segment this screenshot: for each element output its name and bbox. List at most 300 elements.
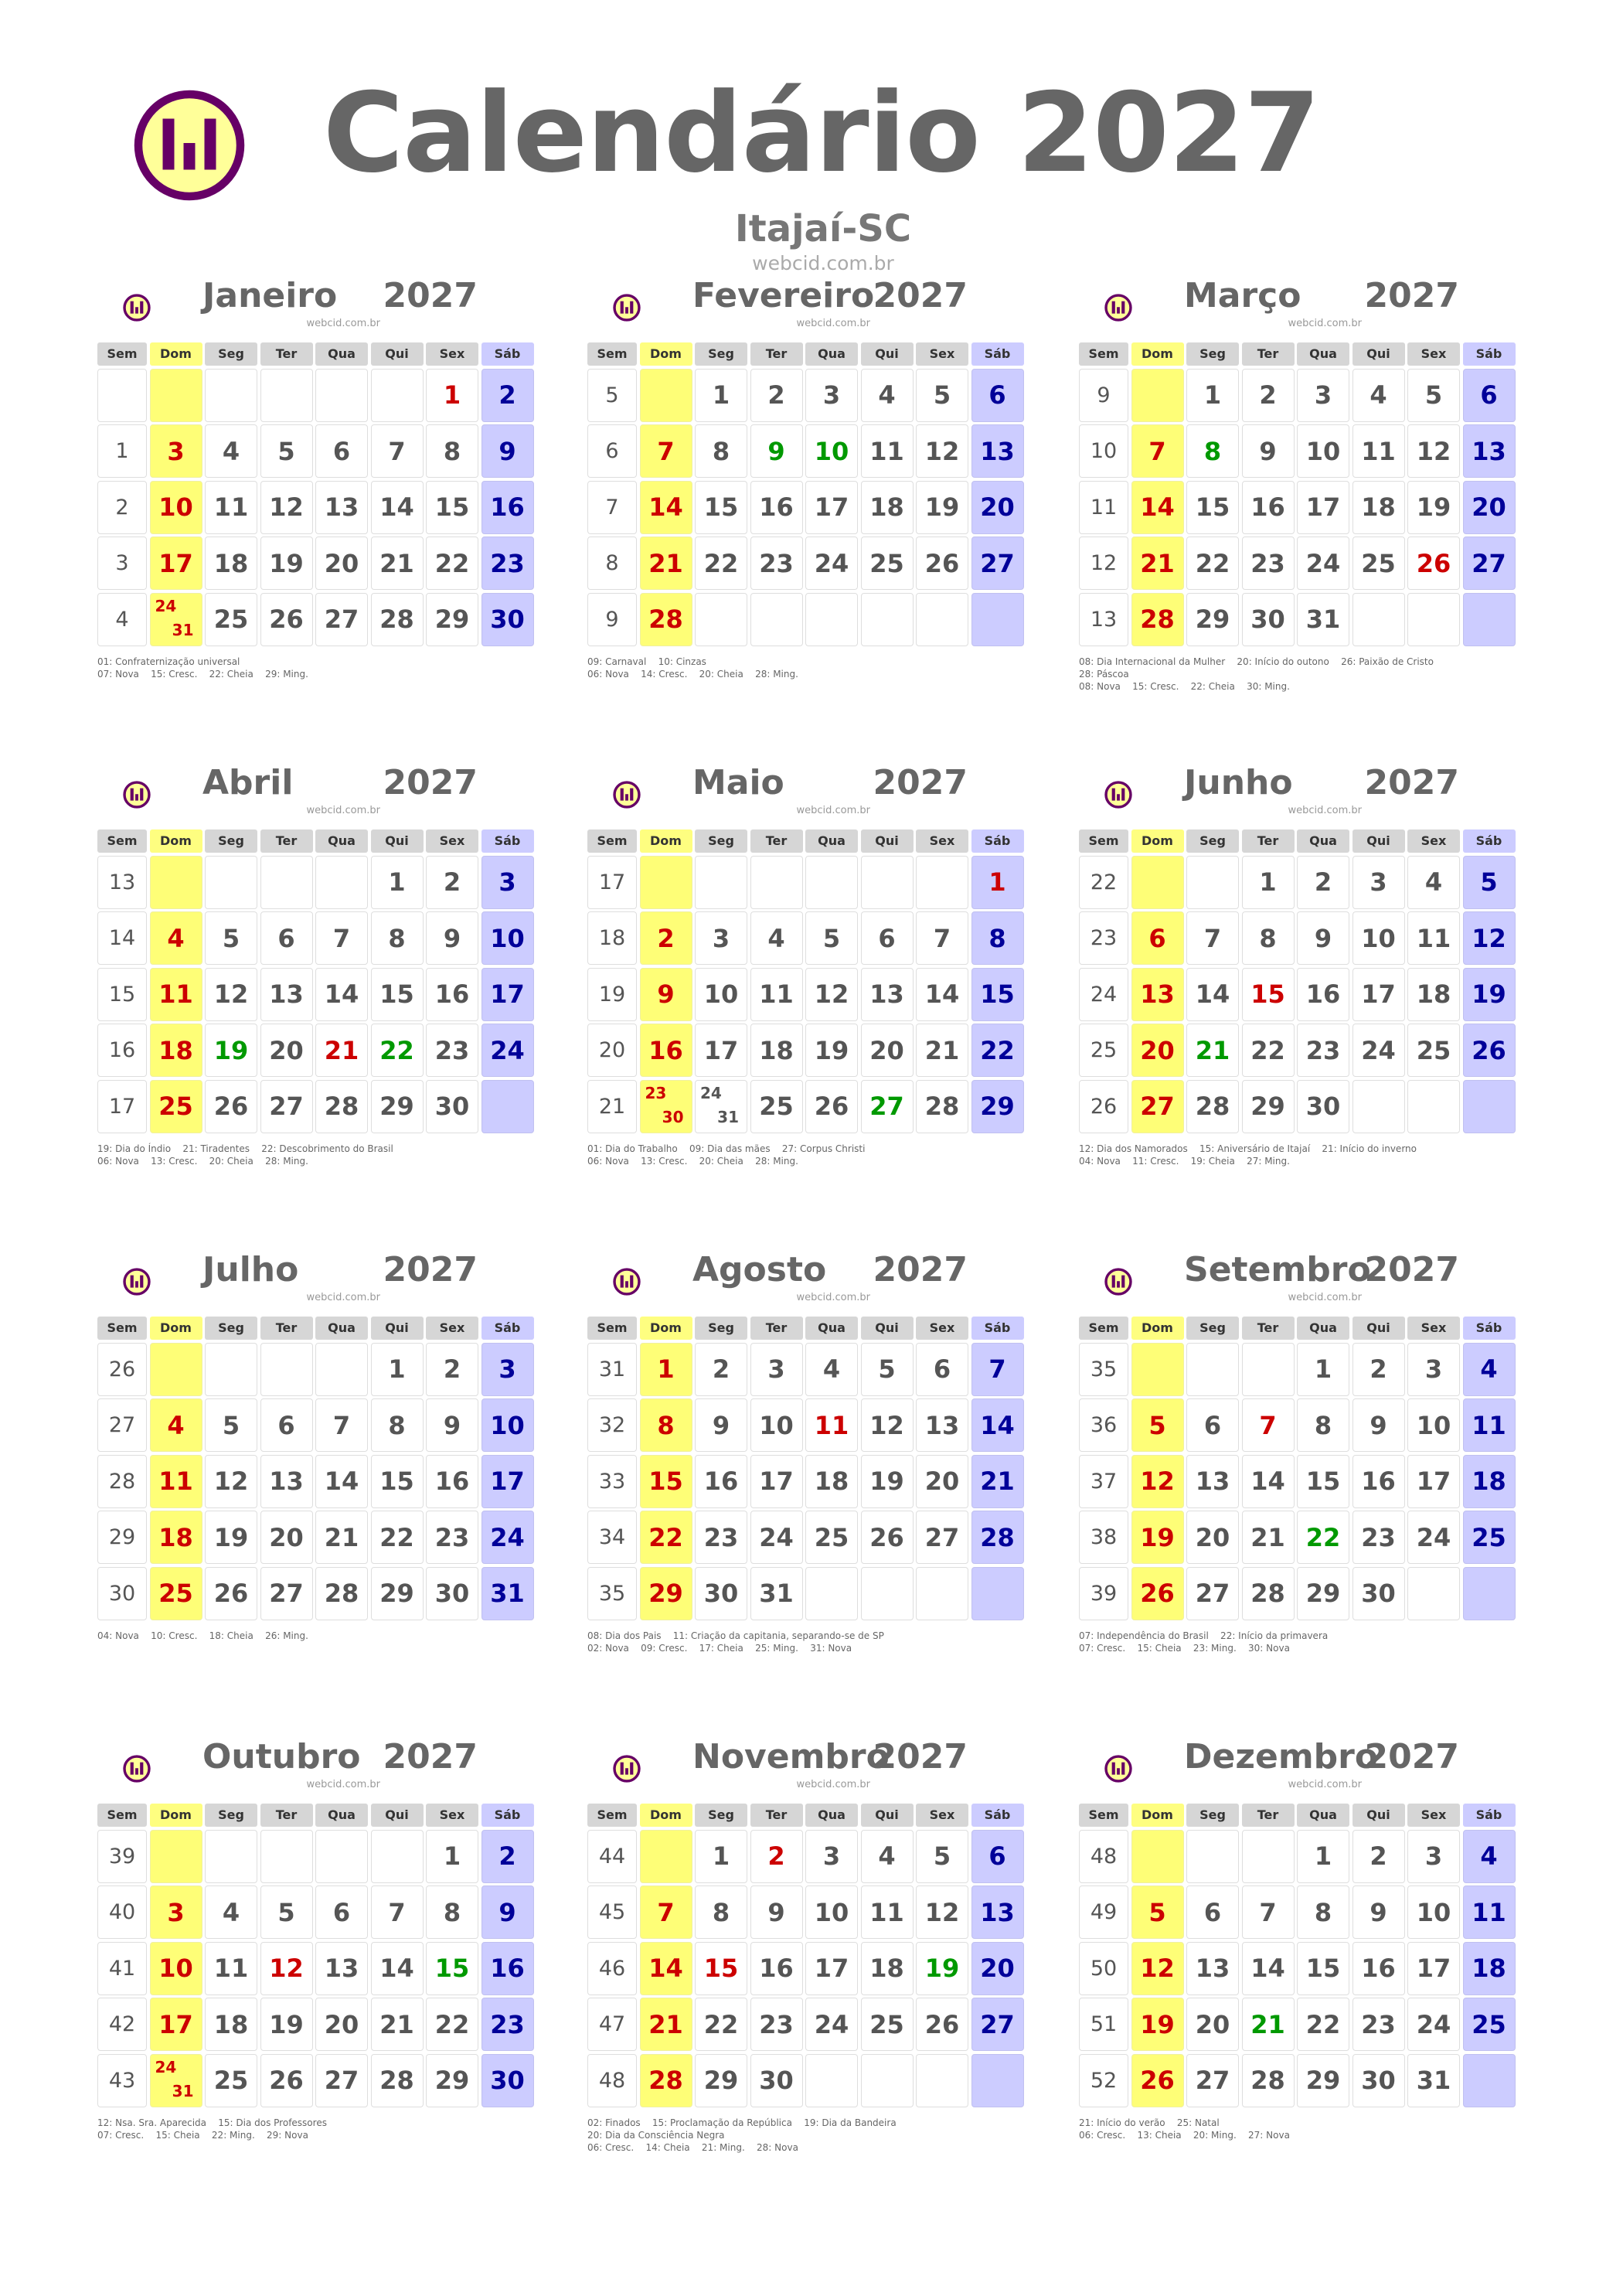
day-cell[interactable]: 23 <box>1242 537 1295 590</box>
day-cell[interactable]: 30 <box>750 2054 803 2107</box>
day-cell[interactable] <box>805 1567 858 1620</box>
day-cell[interactable]: 28 <box>315 1080 368 1133</box>
day-cell[interactable]: 10 <box>150 481 202 534</box>
day-cell[interactable]: 10 <box>1407 1398 1460 1452</box>
day-cell[interactable]: 1 <box>640 1343 692 1396</box>
day-cell[interactable] <box>205 1343 257 1396</box>
day-cell[interactable]: 2 <box>481 1830 534 1883</box>
day-cell[interactable]: 2 <box>695 1343 747 1396</box>
day-cell[interactable]: 31 <box>1407 2054 1460 2107</box>
day-cell[interactable]: 23 30 <box>640 1080 692 1133</box>
day-cell[interactable]: 19 <box>1131 1511 1184 1564</box>
day-cell[interactable]: 2 <box>426 856 478 909</box>
day-cell[interactable]: 26 <box>916 1998 968 2051</box>
day-cell[interactable]: 15 <box>1297 1455 1349 1508</box>
day-cell[interactable]: 26 <box>805 1080 858 1133</box>
day-cell[interactable]: 8 <box>971 911 1024 965</box>
day-cell[interactable]: 25 <box>205 593 257 646</box>
day-cell[interactable]: 19 <box>805 1024 858 1077</box>
day-cell[interactable]: 23 <box>1297 1024 1349 1077</box>
day-cell[interactable]: 9 <box>1297 911 1349 965</box>
day-cell[interactable]: 3 <box>481 856 534 909</box>
day-cell[interactable]: 15 <box>1242 968 1295 1021</box>
day-cell[interactable]: 29 <box>971 1080 1024 1133</box>
day-cell[interactable] <box>205 1830 257 1883</box>
day-cell[interactable]: 12 <box>861 1398 914 1452</box>
day-cell[interactable] <box>861 1567 914 1620</box>
day-cell[interactable]: 18 <box>1352 481 1405 534</box>
day-cell[interactable]: 15 <box>371 968 424 1021</box>
day-cell[interactable]: 28 <box>371 593 424 646</box>
day-cell[interactable]: 9 <box>1242 424 1295 478</box>
day-cell[interactable] <box>695 593 747 646</box>
day-cell[interactable]: 3 <box>805 369 858 422</box>
day-cell[interactable]: 19 <box>205 1511 257 1564</box>
day-cell[interactable]: 17 <box>1407 1455 1460 1508</box>
day-cell[interactable]: 25 <box>1463 1511 1516 1564</box>
day-cell[interactable] <box>1242 1830 1295 1883</box>
day-cell[interactable]: 14 <box>640 481 692 534</box>
day-cell[interactable]: 7 <box>1242 1398 1295 1452</box>
day-cell[interactable]: 4 <box>205 424 257 478</box>
day-cell[interactable]: 1 <box>971 856 1024 909</box>
day-cell[interactable]: 25 <box>1352 537 1405 590</box>
day-cell[interactable]: 16 <box>1297 968 1349 1021</box>
day-cell[interactable]: 29 <box>371 1080 424 1133</box>
day-cell[interactable]: 13 <box>315 1942 368 1995</box>
day-cell[interactable]: 14 <box>371 481 424 534</box>
day-cell[interactable]: 10 <box>805 424 858 478</box>
day-cell[interactable]: 27 <box>971 537 1024 590</box>
day-cell[interactable]: 8 <box>1242 911 1295 965</box>
day-cell[interactable]: 25 <box>750 1080 803 1133</box>
day-cell[interactable]: 9 <box>695 1398 747 1452</box>
day-cell[interactable]: 3 <box>1407 1343 1460 1396</box>
day-cell[interactable]: 21 <box>640 537 692 590</box>
day-cell[interactable] <box>1463 1080 1516 1133</box>
day-cell[interactable]: 12 <box>205 1455 257 1508</box>
day-cell[interactable]: 27 <box>1463 537 1516 590</box>
day-cell[interactable]: 28 <box>315 1567 368 1620</box>
day-cell[interactable]: 6 <box>971 1830 1024 1883</box>
day-cell[interactable]: 2 <box>426 1343 478 1396</box>
day-cell[interactable]: 29 <box>426 593 478 646</box>
day-cell[interactable]: 4 <box>1352 369 1405 422</box>
day-cell[interactable]: 12 <box>205 968 257 1021</box>
day-cell[interactable]: 10 <box>481 911 534 965</box>
day-cell[interactable] <box>150 856 202 909</box>
day-cell[interactable] <box>861 593 914 646</box>
day-cell[interactable]: 29 <box>640 1567 692 1620</box>
day-cell[interactable]: 16 <box>750 481 803 534</box>
day-cell[interactable]: 16 <box>640 1024 692 1077</box>
day-cell[interactable]: 25 <box>150 1080 202 1133</box>
day-cell[interactable] <box>805 2054 858 2107</box>
day-cell[interactable] <box>640 856 692 909</box>
day-cell[interactable]: 18 <box>1463 1455 1516 1508</box>
day-cell[interactable]: 27 <box>260 1080 313 1133</box>
day-cell[interactable] <box>750 593 803 646</box>
day-cell[interactable]: 4 <box>861 369 914 422</box>
day-cell[interactable]: 17 <box>805 481 858 534</box>
day-cell[interactable]: 19 <box>916 481 968 534</box>
day-cell[interactable]: 18 <box>861 481 914 534</box>
day-cell[interactable]: 28 <box>640 593 692 646</box>
day-cell[interactable]: 8 <box>1297 1886 1349 1939</box>
day-cell[interactable]: 7 <box>371 424 424 478</box>
day-cell[interactable]: 15 <box>1186 481 1239 534</box>
day-cell[interactable]: 17 <box>481 968 534 1021</box>
day-cell[interactable]: 13 <box>971 424 1024 478</box>
day-cell[interactable] <box>371 1830 424 1883</box>
day-cell[interactable]: 28 <box>1131 593 1184 646</box>
day-cell[interactable]: 27 <box>971 1998 1024 2051</box>
day-cell[interactable]: 27 <box>260 1567 313 1620</box>
day-cell[interactable]: 18 <box>150 1024 202 1077</box>
day-cell[interactable]: 6 <box>315 424 368 478</box>
day-cell[interactable] <box>1463 2054 1516 2107</box>
day-cell[interactable]: 22 <box>371 1024 424 1077</box>
day-cell[interactable]: 11 <box>1352 424 1405 478</box>
day-cell[interactable]: 2 <box>1352 1830 1405 1883</box>
day-cell[interactable]: 24 <box>481 1024 534 1077</box>
day-cell[interactable]: 30 <box>695 1567 747 1620</box>
day-cell[interactable]: 10 <box>805 1886 858 1939</box>
day-cell[interactable]: 18 <box>750 1024 803 1077</box>
day-cell[interactable]: 16 <box>750 1942 803 1995</box>
day-cell[interactable]: 6 <box>260 911 313 965</box>
day-cell[interactable]: 13 <box>916 1398 968 1452</box>
day-cell[interactable]: 1 <box>371 856 424 909</box>
day-cell[interactable]: 4 <box>1463 1830 1516 1883</box>
day-cell[interactable]: 1 <box>426 369 478 422</box>
day-cell[interactable]: 11 <box>150 1455 202 1508</box>
day-cell[interactable]: 28 <box>1242 2054 1295 2107</box>
day-cell[interactable]: 8 <box>426 424 478 478</box>
day-cell[interactable]: 7 <box>640 1886 692 1939</box>
day-cell[interactable]: 7 <box>640 424 692 478</box>
day-cell[interactable]: 6 <box>1186 1398 1239 1452</box>
day-cell[interactable] <box>481 1080 534 1133</box>
day-cell[interactable]: 31 <box>750 1567 803 1620</box>
day-cell[interactable]: 20 <box>971 1942 1024 1995</box>
day-cell[interactable]: 19 <box>1463 968 1516 1021</box>
day-cell[interactable] <box>1463 1567 1516 1620</box>
day-cell[interactable]: 17 <box>695 1024 747 1077</box>
day-cell[interactable]: 28 <box>916 1080 968 1133</box>
day-cell[interactable]: 13 <box>315 481 368 534</box>
day-cell[interactable]: 1 <box>695 1830 747 1883</box>
day-cell[interactable]: 1 <box>1242 856 1295 909</box>
day-cell[interactable]: 31 <box>481 1567 534 1620</box>
day-cell[interactable] <box>1407 1567 1460 1620</box>
day-cell[interactable]: 14 <box>315 968 368 1021</box>
day-cell[interactable]: 20 <box>260 1511 313 1564</box>
day-cell[interactable]: 4 <box>1407 856 1460 909</box>
day-cell[interactable]: 16 <box>1352 1455 1405 1508</box>
day-cell[interactable]: 7 <box>916 911 968 965</box>
day-cell[interactable] <box>1186 1343 1239 1396</box>
day-cell[interactable]: 23 <box>481 1998 534 2051</box>
day-cell[interactable] <box>315 1343 368 1396</box>
day-cell[interactable]: 20 <box>1463 481 1516 534</box>
day-cell[interactable]: 4 <box>1463 1343 1516 1396</box>
day-cell[interactable]: 10 <box>695 968 747 1021</box>
day-cell[interactable]: 22 <box>695 537 747 590</box>
day-cell[interactable]: 23 <box>426 1511 478 1564</box>
day-cell[interactable]: 13 <box>1186 1942 1239 1995</box>
day-cell[interactable]: 29 <box>1297 1567 1349 1620</box>
day-cell[interactable]: 20 <box>1186 1998 1239 2051</box>
day-cell[interactable]: 4 <box>750 911 803 965</box>
day-cell[interactable]: 22 <box>1297 1998 1349 2051</box>
day-cell[interactable]: 25 <box>205 2054 257 2107</box>
day-cell[interactable]: 22 <box>1297 1511 1349 1564</box>
day-cell[interactable]: 30 <box>426 1567 478 1620</box>
day-cell[interactable]: 6 <box>315 1886 368 1939</box>
day-cell[interactable]: 12 <box>916 424 968 478</box>
day-cell[interactable]: 5 <box>805 911 858 965</box>
day-cell[interactable]: 25 <box>150 1567 202 1620</box>
day-cell[interactable]: 14 <box>371 1942 424 1995</box>
day-cell[interactable]: 17 <box>1352 968 1405 1021</box>
day-cell[interactable]: 20 <box>971 481 1024 534</box>
day-cell[interactable]: 13 <box>971 1886 1024 1939</box>
day-cell[interactable]: 3 <box>150 1886 202 1939</box>
day-cell[interactable]: 30 <box>426 1080 478 1133</box>
day-cell[interactable]: 21 <box>971 1455 1024 1508</box>
day-cell[interactable]: 10 <box>1297 424 1349 478</box>
day-cell[interactable]: 2 <box>481 369 534 422</box>
day-cell[interactable]: 28 <box>640 2054 692 2107</box>
day-cell[interactable]: 28 <box>971 1511 1024 1564</box>
day-cell[interactable]: 8 <box>426 1886 478 1939</box>
day-cell[interactable]: 8 <box>371 911 424 965</box>
day-cell[interactable]: 12 <box>260 481 313 534</box>
day-cell[interactable]: 17 <box>150 537 202 590</box>
day-cell[interactable]: 3 <box>481 1343 534 1396</box>
day-cell[interactable]: 7 <box>371 1886 424 1939</box>
day-cell[interactable] <box>805 593 858 646</box>
day-cell[interactable]: 5 <box>260 424 313 478</box>
day-cell[interactable] <box>861 2054 914 2107</box>
day-cell[interactable]: 12 <box>1463 911 1516 965</box>
day-cell[interactable]: 20 <box>916 1455 968 1508</box>
day-cell[interactable] <box>1407 593 1460 646</box>
day-cell[interactable]: 28 <box>1242 1567 1295 1620</box>
day-cell[interactable] <box>805 856 858 909</box>
day-cell[interactable] <box>315 1830 368 1883</box>
day-cell[interactable]: 24 31 <box>695 1080 747 1133</box>
day-cell[interactable] <box>916 593 968 646</box>
day-cell[interactable]: 23 <box>426 1024 478 1077</box>
day-cell[interactable] <box>260 856 313 909</box>
day-cell[interactable]: 3 <box>695 911 747 965</box>
day-cell[interactable]: 13 <box>1463 424 1516 478</box>
day-cell[interactable]: 22 <box>1186 537 1239 590</box>
day-cell[interactable]: 31 <box>1297 593 1349 646</box>
day-cell[interactable]: 19 <box>861 1455 914 1508</box>
day-cell[interactable]: 26 <box>205 1080 257 1133</box>
day-cell[interactable]: 15 <box>695 481 747 534</box>
day-cell[interactable] <box>1186 1830 1239 1883</box>
day-cell[interactable]: 1 <box>695 369 747 422</box>
day-cell[interactable]: 2 <box>750 369 803 422</box>
day-cell[interactable]: 24 <box>750 1511 803 1564</box>
day-cell[interactable]: 12 <box>1131 1455 1184 1508</box>
day-cell[interactable] <box>150 1343 202 1396</box>
day-cell[interactable]: 4 <box>150 1398 202 1452</box>
day-cell[interactable]: 26 <box>260 2054 313 2107</box>
day-cell[interactable]: 5 <box>1131 1398 1184 1452</box>
day-cell[interactable]: 2 <box>1297 856 1349 909</box>
day-cell[interactable]: 29 <box>1242 1080 1295 1133</box>
day-cell[interactable]: 9 <box>750 1886 803 1939</box>
day-cell[interactable]: 11 <box>750 968 803 1021</box>
day-cell[interactable]: 22 <box>371 1511 424 1564</box>
day-cell[interactable]: 26 <box>1131 1567 1184 1620</box>
day-cell[interactable]: 11 <box>1407 911 1460 965</box>
day-cell[interactable]: 28 <box>1186 1080 1239 1133</box>
day-cell[interactable]: 3 <box>1297 369 1349 422</box>
day-cell[interactable]: 8 <box>1297 1398 1349 1452</box>
day-cell[interactable]: 13 <box>861 968 914 1021</box>
day-cell[interactable]: 15 <box>426 481 478 534</box>
day-cell[interactable] <box>150 369 202 422</box>
day-cell[interactable]: 30 <box>481 593 534 646</box>
day-cell[interactable] <box>371 369 424 422</box>
day-cell[interactable]: 1 <box>1186 369 1239 422</box>
day-cell[interactable]: 4 <box>150 911 202 965</box>
day-cell[interactable]: 10 <box>150 1942 202 1995</box>
day-cell[interactable]: 30 <box>1242 593 1295 646</box>
day-cell[interactable] <box>750 856 803 909</box>
day-cell[interactable]: 5 <box>1131 1886 1184 1939</box>
day-cell[interactable] <box>640 369 692 422</box>
day-cell[interactable]: 17 <box>150 1998 202 2051</box>
day-cell[interactable]: 25 <box>1407 1024 1460 1077</box>
day-cell[interactable]: 18 <box>1463 1942 1516 1995</box>
day-cell[interactable]: 10 <box>481 1398 534 1452</box>
day-cell[interactable]: 13 <box>260 1455 313 1508</box>
day-cell[interactable]: 18 <box>1407 968 1460 1021</box>
day-cell[interactable]: 16 <box>695 1455 747 1508</box>
day-cell[interactable]: 30 <box>1352 1567 1405 1620</box>
day-cell[interactable]: 3 <box>1407 1830 1460 1883</box>
day-cell[interactable]: 3 <box>1352 856 1405 909</box>
day-cell[interactable]: 25 <box>805 1511 858 1564</box>
day-cell[interactable]: 23 <box>750 1998 803 2051</box>
day-cell[interactable]: 5 <box>916 369 968 422</box>
day-cell[interactable]: 11 <box>1463 1398 1516 1452</box>
day-cell[interactable]: 26 <box>205 1567 257 1620</box>
day-cell[interactable]: 7 <box>315 911 368 965</box>
day-cell[interactable]: 24 <box>1407 1511 1460 1564</box>
day-cell[interactable] <box>205 369 257 422</box>
day-cell[interactable]: 24 <box>1352 1024 1405 1077</box>
day-cell[interactable]: 6 <box>1463 369 1516 422</box>
day-cell[interactable]: 22 <box>426 537 478 590</box>
day-cell[interactable]: 17 <box>750 1455 803 1508</box>
day-cell[interactable]: 11 <box>150 968 202 1021</box>
day-cell[interactable] <box>916 856 968 909</box>
day-cell[interactable] <box>1131 1830 1184 1883</box>
day-cell[interactable]: 9 <box>426 1398 478 1452</box>
day-cell[interactable]: 11 <box>205 1942 257 1995</box>
day-cell[interactable]: 5 <box>861 1343 914 1396</box>
day-cell[interactable] <box>861 856 914 909</box>
day-cell[interactable] <box>260 1343 313 1396</box>
day-cell[interactable]: 16 <box>1242 481 1295 534</box>
day-cell[interactable]: 17 <box>805 1942 858 1995</box>
day-cell[interactable]: 14 <box>640 1942 692 1995</box>
day-cell[interactable]: 5 <box>260 1886 313 1939</box>
day-cell[interactable]: 26 <box>1407 537 1460 590</box>
day-cell[interactable]: 9 <box>1352 1398 1405 1452</box>
day-cell[interactable]: 16 <box>481 481 534 534</box>
day-cell[interactable]: 18 <box>805 1455 858 1508</box>
day-cell[interactable] <box>1352 593 1405 646</box>
day-cell[interactable]: 9 <box>1352 1886 1405 1939</box>
day-cell[interactable]: 9 <box>640 968 692 1021</box>
day-cell[interactable]: 20 <box>315 1998 368 2051</box>
day-cell[interactable]: 16 <box>481 1942 534 1995</box>
day-cell[interactable]: 5 <box>1463 856 1516 909</box>
day-cell[interactable]: 20 <box>260 1024 313 1077</box>
day-cell[interactable]: 24 31 <box>150 2054 202 2107</box>
day-cell[interactable] <box>1352 1080 1405 1133</box>
day-cell[interactable]: 21 <box>1242 1998 1295 2051</box>
day-cell[interactable]: 22 <box>1242 1024 1295 1077</box>
day-cell[interactable]: 27 <box>1131 1080 1184 1133</box>
day-cell[interactable]: 12 <box>1131 1942 1184 1995</box>
day-cell[interactable] <box>916 1567 968 1620</box>
day-cell[interactable]: 18 <box>205 537 257 590</box>
day-cell[interactable]: 2 <box>750 1830 803 1883</box>
day-cell[interactable]: 17 <box>481 1455 534 1508</box>
day-cell[interactable]: 3 <box>805 1830 858 1883</box>
day-cell[interactable]: 12 <box>916 1886 968 1939</box>
day-cell[interactable]: 9 <box>750 424 803 478</box>
day-cell[interactable]: 5 <box>1407 369 1460 422</box>
day-cell[interactable]: 21 <box>1242 1511 1295 1564</box>
day-cell[interactable]: 19 <box>916 1942 968 1995</box>
day-cell[interactable]: 23 <box>481 537 534 590</box>
day-cell[interactable]: 11 <box>1463 1886 1516 1939</box>
day-cell[interactable]: 12 <box>805 968 858 1021</box>
day-cell[interactable] <box>971 2054 1024 2107</box>
day-cell[interactable]: 14 <box>971 1398 1024 1452</box>
day-cell[interactable]: 9 <box>481 1886 534 1939</box>
day-cell[interactable]: 10 <box>1352 911 1405 965</box>
day-cell[interactable]: 30 <box>1297 1080 1349 1133</box>
day-cell[interactable]: 29 <box>426 2054 478 2107</box>
day-cell[interactable]: 15 <box>371 1455 424 1508</box>
day-cell[interactable]: 5 <box>205 911 257 965</box>
day-cell[interactable]: 12 <box>1407 424 1460 478</box>
day-cell[interactable]: 23 <box>1352 1998 1405 2051</box>
day-cell[interactable] <box>315 856 368 909</box>
day-cell[interactable]: 4 <box>205 1886 257 1939</box>
day-cell[interactable] <box>150 1830 202 1883</box>
day-cell[interactable]: 25 <box>861 537 914 590</box>
day-cell[interactable]: 27 <box>315 2054 368 2107</box>
day-cell[interactable]: 13 <box>1186 1455 1239 1508</box>
day-cell[interactable]: 7 <box>315 1398 368 1452</box>
day-cell[interactable]: 1 <box>1297 1830 1349 1883</box>
day-cell[interactable]: 26 <box>861 1511 914 1564</box>
day-cell[interactable]: 19 <box>1131 1998 1184 2051</box>
